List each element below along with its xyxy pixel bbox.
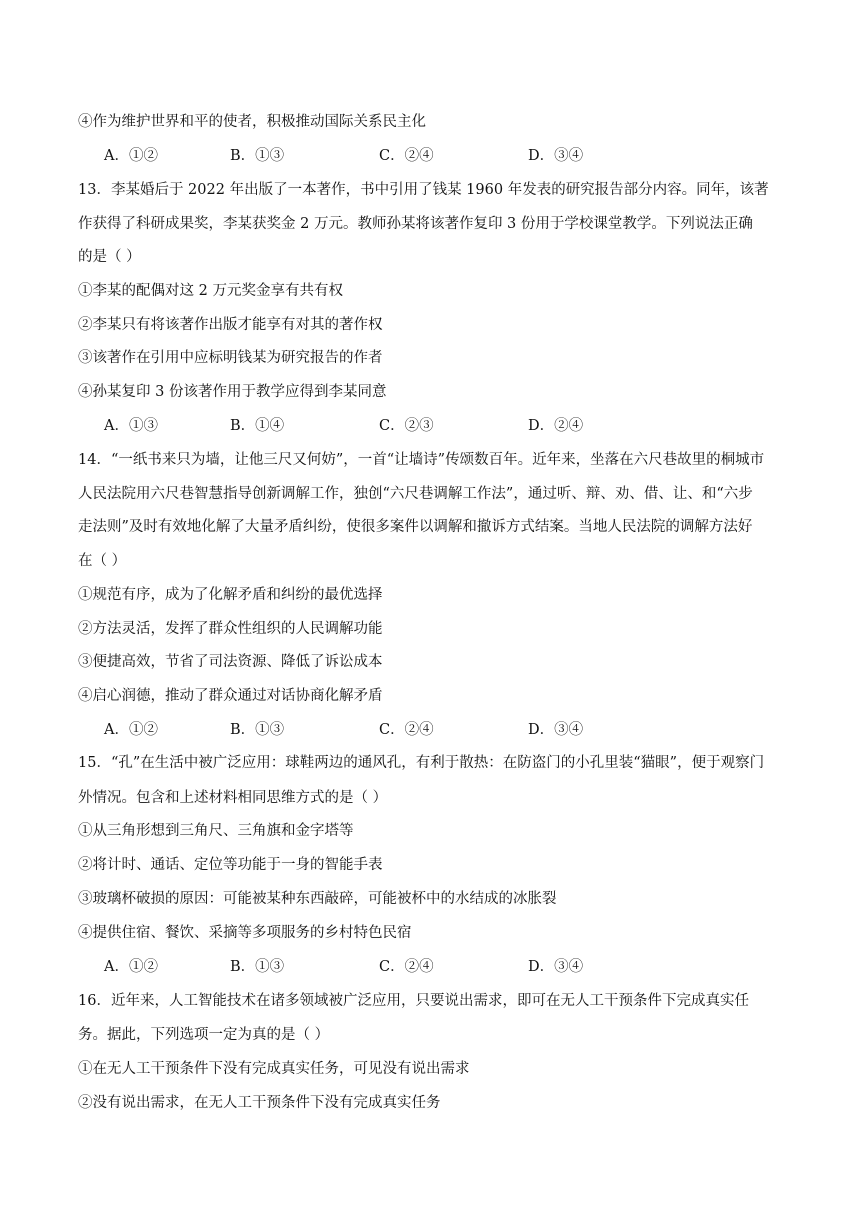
q16-statement-1: ①在无人工干预条件下没有完成真实任务，可见没有说出需求 (78, 1061, 470, 1077)
q14-stem-line-1: 14．“一纸书来只为墙，让他三尺又何妨”，一首“让墙诗”传颂数百年。近年来，坐落在六尺巷故里的桐城市 (78, 452, 765, 468)
q12-statement-4: ④作为维护世界和平的使者，积极推动国际关系民主化 (78, 114, 426, 130)
q14-statement-3: ③便捷高效，节省了司法资源、降低了诉讼成本 (78, 654, 383, 670)
q13-option-c[interactable]: C．②③ (379, 418, 434, 434)
q14-options (104, 720, 782, 740)
q14-stem-line-4: 在（ ） (78, 553, 127, 569)
q13-option-d[interactable]: D．②④ (528, 418, 584, 434)
q16-stem-line-2: 务。据此，下列选项一定为真的是（ ） (78, 1027, 330, 1043)
q13-statement-2: ②李某只有将该著作出版才能享有对其的著作权 (78, 317, 383, 333)
q15-statement-4: ④提供住宿、餐饮、采摘等多项服务的乡村特色民宿 (78, 925, 412, 941)
q12-option-a[interactable]: A．①② (104, 148, 158, 164)
q13-option-a[interactable]: A．①③ (104, 418, 158, 434)
q13-options (104, 416, 782, 436)
q15-options (104, 957, 782, 977)
q15-stem-line-2: 外情况。包含和上述材料相同思维方式的是（ ） (78, 790, 388, 806)
q15-statement-1: ①从三角形想到三角尺、三角旗和金字塔等 (78, 823, 354, 839)
q13-statement-4: ④孙某复印 3 份该著作用于教学应得到李某同意 (78, 384, 387, 400)
q14-statement-4: ④启心润德，推动了群众通过对话协商化解矛盾 (78, 688, 383, 704)
q13-stem-line-1: 13．李某婚后于 2022 年出版了一本著作，书中引用了钱某 1960 年发表的研究报告部分内容。同年，该著 (78, 182, 769, 198)
q12-option-c[interactable]: C．②④ (379, 148, 434, 164)
q15-stem-line-1: 15．“孔”在生活中被广泛应用：球鞋两边的通风孔，有利于散热：在防盗门的小孔里装“猫眼”，便于观察门 (78, 755, 765, 771)
q12-option-d[interactable]: D．③④ (528, 148, 584, 164)
q15-option-d[interactable]: D．③④ (528, 959, 584, 975)
q15-option-c[interactable]: C．②④ (379, 959, 434, 975)
q16-statement-2: ②没有说出需求，在无人工干预条件下没有完成真实任务 (78, 1095, 441, 1111)
q15-option-a[interactable]: A．①② (104, 959, 158, 975)
q14-option-b[interactable]: B．①③ (230, 722, 285, 738)
q14-option-a[interactable]: A．①② (104, 722, 158, 738)
q14-option-d[interactable]: D．③④ (528, 722, 584, 738)
q14-stem-line-3: 走法则”及时有效地化解了大量矛盾纠纷，使很多案件以调解和撤诉方式结案。当地人民法院的调解方法好 (78, 519, 753, 535)
q13-option-b[interactable]: B．①④ (230, 418, 285, 434)
q13-statement-3: ③该著作在引用中应标明钱某为研究报告的作者 (78, 350, 383, 366)
q13-statement-1: ①李某的配偶对这 2 万元奖金享有共有权 (78, 283, 343, 299)
q12-options (104, 146, 782, 166)
q13-stem-line-3: 的是（ ） (78, 249, 141, 265)
q15-option-b[interactable]: B．①③ (230, 959, 285, 975)
q12-option-b[interactable]: B．①③ (230, 148, 285, 164)
q13-stem-line-2: 作获得了科研成果奖，李某获奖金 2 万元。教师孙某将该著作复印 3 份用于学校课堂教学。下列说法正确 (78, 216, 753, 232)
q14-statement-2: ②方法灵活，发挥了群众性组织的人民调解功能 (78, 621, 383, 637)
q14-statement-1: ①规范有序，成为了化解矛盾和纠纷的最优选择 (78, 587, 383, 603)
q16-stem-line-1: 16．近年来，人工智能技术在诸多领域被广泛应用，只要说出需求，即可在无人工干预条件下完成真实任 (78, 993, 749, 1009)
q15-statement-2: ②将计时、通话、定位等功能于一身的智能手表 (78, 857, 383, 873)
q14-option-c[interactable]: C．②④ (379, 722, 434, 738)
q15-statement-3: ③玻璃杯破损的原因：可能被某种东西敲碎，可能被杯中的水结成的冰胀裂 (78, 891, 557, 907)
q14-stem-line-2: 人民法院用六尺巷智慧指导创新调解工作，独创“六尺巷调解工作法”，通过听、辩、劝、借、让、和“六步 (78, 486, 753, 502)
